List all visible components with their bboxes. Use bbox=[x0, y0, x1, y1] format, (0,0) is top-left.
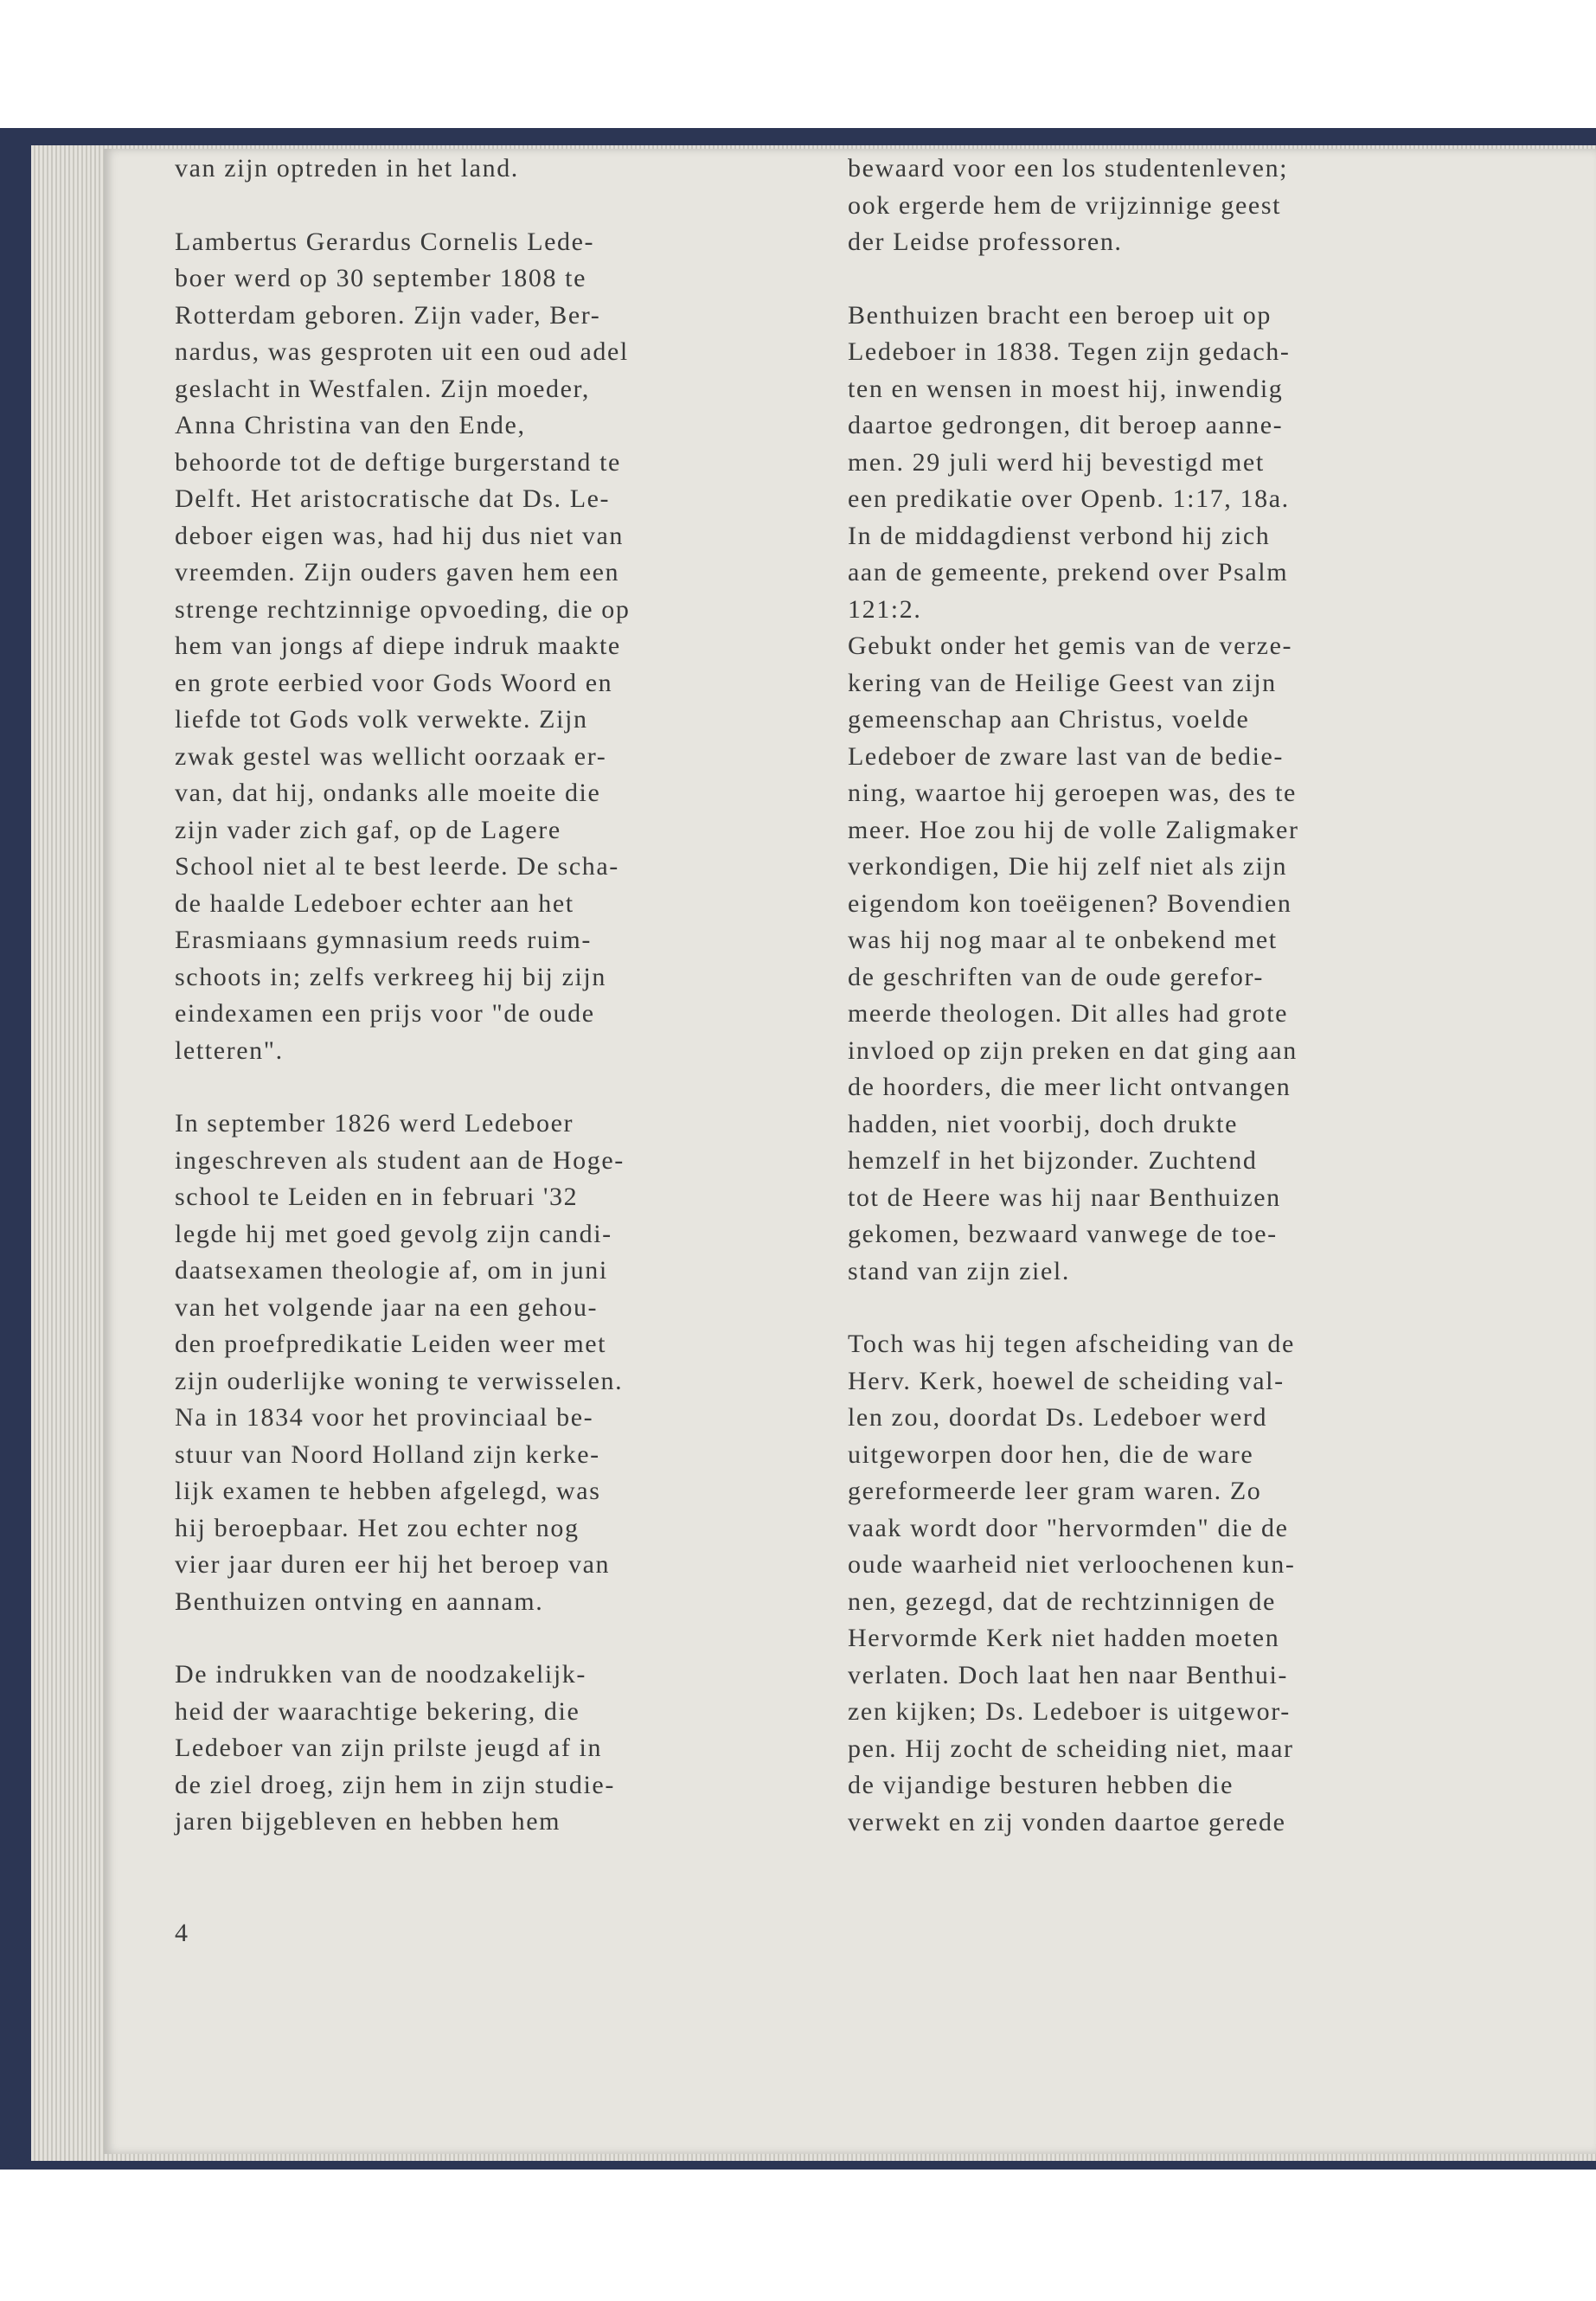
left-column bbox=[175, 151, 741, 1841]
paragraph: Lambertus Gerardus Cornelis Lede- boer werd op 30 september 1808 te Rotterdam geboren. Zijn vader, Ber- nardus, was gesproten uit een oud adel geslacht in Westfalen. Zijn moeder, Anna Christina van den Ende, behoorde tot de deftige burgerstand te Delft. Het aristocratische dat Ds. Le- deboer eigen was, had hij dus niet van vreemden. Zijn ouders gaven hem een strenge rechtzinnige opvoeding, die op hem van jongs af diepe indruk maakte en grote eerbied voor Gods Woord en liefde tot Gods volk verwekte. Zijn zwak gestel was wellicht oorzaak er- van, dat hij, ondanks alle moeite die zijn vader zich gaf, op de Lagere School niet al te best leerde. De scha- de haalde Ledeboer echter aan het Erasmiaans gymnasium reeds ruim- schoots in; zelfs verkreeg hij bij zijn eindexamen een prijs voor "de oude letteren". bbox=[175, 227, 631, 1065]
paragraph: De indrukken van de noodzakelijk- heid der waarachtige bekering, die Ledeboer van zijn prilste jeugd af in de ziel droeg, zijn hem in zijn studie- jaren bijgebleven en hebben hem bbox=[175, 1660, 615, 1836]
paragraph: Toch was hij tegen afscheiding van de Herv. Kerk, hoewel de scheiding val- len zou, doordat Ds. Ledeboer werd uitgeworpen door hen, die de ware gereformeerde leer gram waren. Zo vaak wordt door "hervormden" die de oude waarheid niet verloochenen kun- nen, gezegd, dat de rechtzinnigen de Hervormde Kerk niet hadden moeten verlaten. Doch laat hen naar Benthui- zen kijken; Ds. Ledeboer is uitgewor- pen. Hij zocht de scheiding niet, maar de vijandige besturen hebben die verwekt en zij vonden daartoe gerede bbox=[848, 1330, 1296, 1836]
page-number: 4 bbox=[175, 1919, 188, 1947]
paragraph: bewaard voor een los studentenleven; ook ergerde hem de vrijzinnige geest der Leidse professoren. bbox=[848, 154, 1289, 256]
paragraph: In september 1826 werd Ledeboer ingeschreven als student aan de Hoge- school te Leiden en in februari '32 legde hij met goed gevolg zijn candi- daatsexamen theologie af, om in juni van het volgende jaar na een gehou- den proefpredikatie Leiden weer met zijn ouderlijke woning te verwisselen. Na in 1834 voor het provinciaal be- stuur van Noord Holland zijn kerke- lijk examen te hebben afgelegd, was hij beroepbaar. Het zou echter nog vier jaar duren eer hij het beroep van Benthuizen ontving en aannam. bbox=[175, 1109, 625, 1616]
paragraph: van zijn optreden in het land. bbox=[175, 154, 519, 183]
paragraph: Benthuizen bracht een beroep uit op Ledeboer in 1838. Tegen zijn gedach- ten en wensen in moest hij, inwendig daartoe gedrongen, dit beroep aanne- men. 29 juli werd hij bevestigd met een predikatie over Openb. 1:17, 18a. In de middagdienst verbond hij zich aan de gemeente, prekend over Psalm 121:2. Gebukt onder het gemis van de verze- kering van de Heilige Geest van zijn gemeenschap aan Christus, voelde Ledeboer de zware last van de bedie- ning, waartoe hij geroepen was, des te meer. Hoe zou hij de volle Zaligmaker verkondigen, Die hij zelf niet als zijn eigendom kon toeëigenen? Bovendien was hij nog maar al te onbekend met de geschriften van de oude gerefor- meerde theologen. Dit alles had grote invloed op zijn preken en dat ging aan de hoorders, die meer licht ontvangen hadden, niet voorbij, doch drukte hemzelf in het bijzonder. Zuchtend tot de Heere was hij naar Benthuizen gekomen, bezwaard vanwege de toe- stand van zijn ziel. bbox=[848, 300, 1299, 1285]
right-column bbox=[848, 151, 1414, 1841]
